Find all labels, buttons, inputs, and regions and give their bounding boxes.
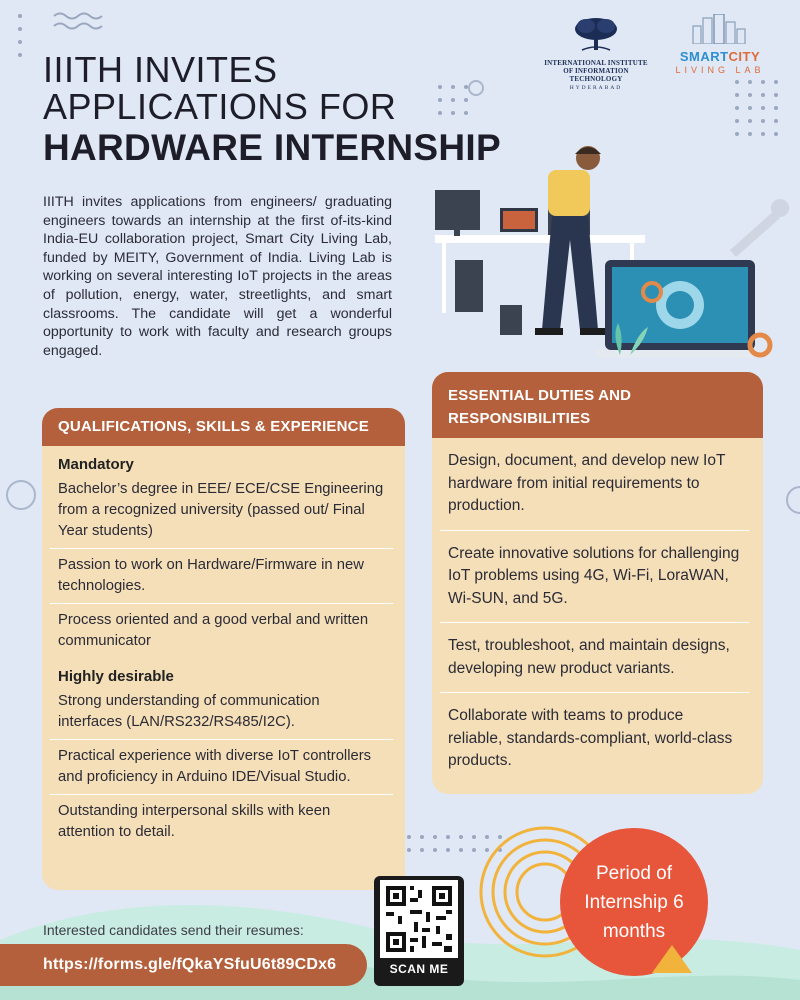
period-text: Period of Internship 6 months bbox=[584, 862, 684, 942]
application-link[interactable]: https://forms.gle/fQkaYSfuU6t89CDx6 bbox=[0, 944, 367, 986]
tree-icon bbox=[572, 16, 620, 52]
city-skyline-icon bbox=[685, 14, 755, 44]
list-item: Outstanding interpersonal skills with keen attention to detail. bbox=[58, 803, 331, 840]
list-item: Design, document, and develop new IoT hardware from initial requirements to production. bbox=[440, 438, 749, 531]
intro-paragraph: IIITH invites applications from engineers/ graduating engineers towards an internship at the first of-its-kind India-EU collaboration project, Smart City Living Lab, funded by MEITY, Government of India. Living Lab is working on several interesting IoT projects in the areas of pollution, energy, water, streetlights, and smart classrooms. The candidate will get a wonderful opportunity to work with faculty and research groups engaged. bbox=[43, 194, 392, 359]
circle-decoration bbox=[6, 480, 36, 510]
send-resume-label: Interested candidates send their resumes: bbox=[43, 922, 304, 938]
qualifications-card bbox=[42, 408, 405, 890]
qualifications-heading: QUALIFICATIONS, SKILLS & EXPERIENCE bbox=[42, 408, 405, 446]
list-item: Passion to work on Hardware/Firmware in new technologies. bbox=[50, 549, 393, 604]
list-item: Practical experience with diverse IoT controllers and proficiency in Arduino IDE/Visual Studio. bbox=[50, 740, 393, 795]
engineer-illustration bbox=[430, 140, 790, 375]
smartcity-word-city: CITY bbox=[728, 49, 761, 64]
list-item: Bachelor’s degree in EEE/ ECE/CSE Engineering from a recognized university (passed out/ Final Year students) bbox=[50, 473, 393, 549]
iiit-city: HYDERABAD bbox=[569, 85, 623, 92]
title-line-2: APPLICATIONS FOR bbox=[43, 85, 397, 127]
list-item: Strong understanding of communication interfaces (LAN/RS232/RS485/I2C). bbox=[50, 685, 393, 740]
smartcity-word-smart: SMART bbox=[679, 49, 729, 64]
mandatory-label: Mandatory bbox=[58, 456, 134, 473]
duties-heading: ESSENTIAL DUTIES AND RESPONSIBILITIES bbox=[432, 372, 763, 438]
list-item: Create innovative solutions for challenging IoT problems using 4G, Wi-Fi, LoraWAN, Wi-SUN, and 5G. bbox=[440, 531, 749, 624]
list-item: Test, troubleshoot, and maintain designs, developing new product variants. bbox=[440, 623, 749, 693]
iiit-logo bbox=[542, 16, 650, 91]
iiit-name: INTERNATIONAL INSTITUTE OF INFORMATION TECHNOLOGY bbox=[544, 59, 648, 84]
list-item: Collaborate with teams to produce reliable, standards-compliant, world-class products. bbox=[448, 707, 733, 769]
title-line-1: IIITH INVITES bbox=[43, 49, 278, 90]
desirable-label: Highly desirable bbox=[58, 668, 174, 685]
dot-pattern-decoration bbox=[735, 80, 778, 136]
qr-code-icon[interactable] bbox=[380, 880, 458, 958]
title-line-3: HARDWARE INTERNSHIP bbox=[43, 127, 501, 169]
duties-card bbox=[432, 372, 763, 794]
smartcity-logo bbox=[668, 14, 772, 75]
circle-decoration bbox=[786, 486, 800, 514]
list-item: Process oriented and a good verbal and written communicator bbox=[58, 612, 369, 649]
dot-pattern-decoration bbox=[18, 14, 22, 57]
scan-me-label: SCAN ME bbox=[389, 962, 449, 976]
squiggle-decoration bbox=[52, 10, 104, 32]
smartcity-title bbox=[668, 49, 772, 64]
smartcity-subtitle: LIVING LAB bbox=[675, 65, 765, 75]
triangle-decoration bbox=[652, 945, 692, 975]
